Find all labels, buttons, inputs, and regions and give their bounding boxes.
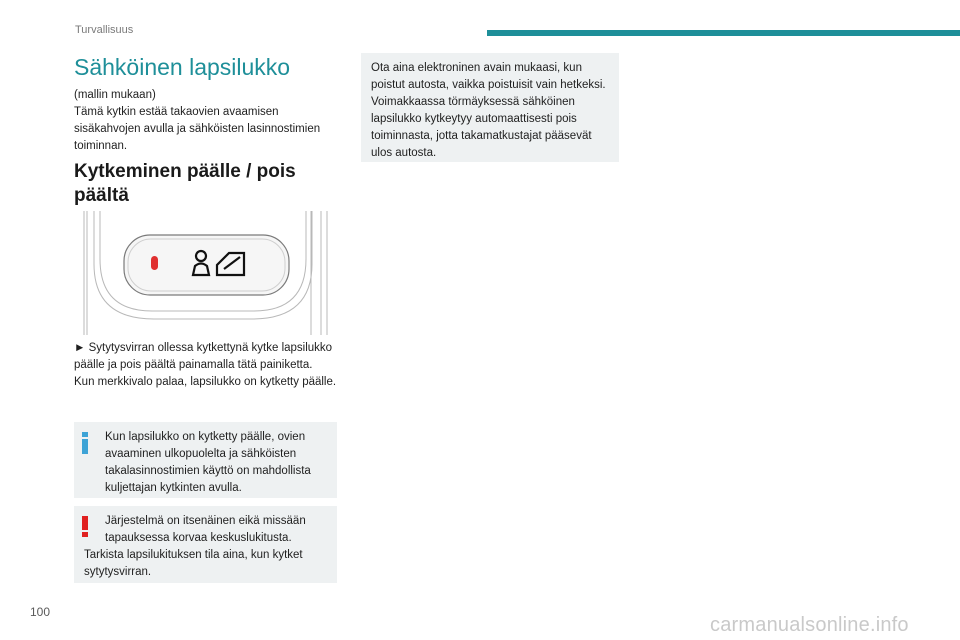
indicator-light bbox=[151, 256, 158, 270]
intro-paragraph bbox=[74, 87, 339, 155]
warning-text-2: Tarkista lapsilukituksen tila aina, kun kytket sytytysvirran. bbox=[84, 549, 303, 578]
info-icon bbox=[80, 432, 90, 460]
warning-text-1: Järjestelmä on itsenäinen eikä missään tapauksessa korvaa keskuslukitusta. bbox=[105, 515, 306, 544]
side-note-text-2: Voimakkaassa törmäyksessä sähköinen lapsilukko kytkeytyy automaattisesti pois toiminnasta, jotta takamatkustajat pääsevät ulos autosta. bbox=[371, 96, 592, 159]
info-box bbox=[74, 422, 337, 498]
section-heading: Kytkeminen päälle / pois päältä bbox=[74, 161, 296, 206]
child-lock-switch-icon bbox=[74, 209, 334, 337]
page-title: Sähköinen lapsilukko bbox=[74, 54, 291, 80]
watermark: carmanualsonline.info bbox=[710, 614, 909, 636]
instruction-step: ► Sytytysvirran ollessa kytkettynä kytke lapsilukko päälle ja pois päältä painamalla tätä painiketta. bbox=[74, 342, 333, 371]
instruction-result: Kun merkkivalo palaa, lapsilukko on kytketty päälle. bbox=[74, 376, 337, 388]
intro-availability: (mallin mukaan) bbox=[74, 89, 156, 101]
info-text-wrapper bbox=[84, 429, 327, 497]
intro-description: Tämä kytkin estää takaovien avaamisen sisäkahvojen avulla ja sähköisten lasinnostimien toiminnan. bbox=[74, 106, 321, 152]
page-number: 100 bbox=[30, 605, 51, 619]
warning-icon bbox=[80, 516, 90, 544]
header-accent-bar bbox=[487, 30, 960, 36]
instructions bbox=[74, 340, 339, 391]
side-note-text-1: Ota aina elektroninen avain mukaasi, kun poistut autosta, vaikka poistuisit vain hetkeksi. bbox=[371, 62, 606, 91]
side-note-box bbox=[361, 53, 619, 162]
child-lock-switch-illustration bbox=[74, 209, 334, 342]
section-label: Turvallisuus bbox=[75, 24, 134, 36]
warning-text-wrapper bbox=[84, 513, 327, 547]
info-text: Kun lapsilukko on kytketty päälle, ovien avaaminen ulkopuolelta ja sähköisten takalasinnostimien käyttö on mahdollista kuljettajan kytkinten avulla. bbox=[105, 431, 311, 494]
warning-box bbox=[74, 506, 337, 583]
